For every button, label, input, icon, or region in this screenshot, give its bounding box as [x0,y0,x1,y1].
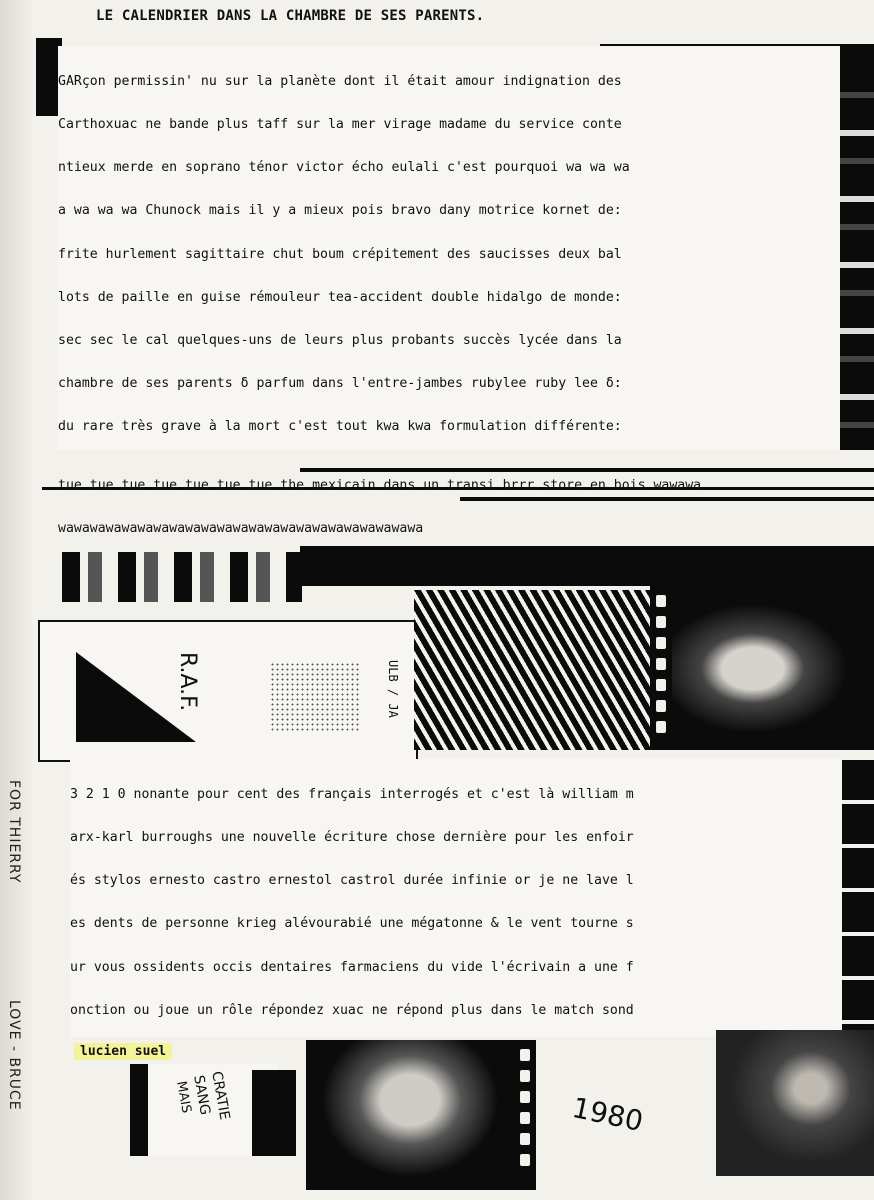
tree-photo [414,590,650,750]
face-photo-top [672,586,874,736]
ink-strip-right [836,70,874,450]
ink-right-edge [842,760,874,1030]
margin-note-bottom: LOVE - BRUCE [6,1000,22,1111]
margin-note-top: FOR THIERRY [6,780,22,884]
text-line: tue tue tue tue tue tue tue the mexicain dans un transi brrr store en bois wawawa [58,477,702,493]
film-strip-bottom [514,1040,536,1190]
word-cratie: CRATIE [208,1070,233,1121]
text-line: ntieux merde en soprano ténor victor écho eulali c'est pourquoi wa wa wa [58,160,630,176]
dancer-photo [716,1030,874,1176]
year-label: 1980 [569,1090,646,1139]
text-line: sec sec le cal quelques-uns de leurs plus probants succès lycée dans la [58,333,622,349]
text-line: lots de paille en guise rémouleur tea-accident double hidalgo de monde: [58,289,622,305]
text-line: chambre de ses parents δ parfum dans l'entre-jambes rubylee ruby lee δ: [58,376,622,392]
page-title: LE CALENDRIER DANS LA CHAMBRE DE SES PARENTS. [96,8,485,24]
top-text-continued [58,450,870,550]
text-line: Carthoxuac ne bande plus taff sur la mer virage madame du service conte [58,117,622,133]
word-mais: MAIS [173,1080,194,1115]
author-signature: lucien suel [74,1043,172,1060]
text-line: wawawawawawawawawawawawawawawawawawawawawawawa [58,521,424,537]
text-line: arx-karl burroughs une nouvelle écriture chose dernière pour les enfoir [70,830,634,846]
text-line: és stylos ernesto castro ernestol castrol durée infinie or je ne lave l [70,873,634,889]
ulb-label: ULB / JA [386,660,400,718]
word-sang: SANG [190,1074,213,1117]
ink-bottom-block [252,1070,296,1156]
text-line: a wa wa wa Chunock mais il y a mieux pois bravo dany motrice kornet de: [58,203,622,219]
text-line: ur vous ossidents occis dentaires farmaciens du vide l'écrivain a une f [70,959,634,975]
text-line: du rare très grave à la mort c'est tout kwa kwa formulation différente: [58,419,622,435]
ink-middle-bar [300,546,874,586]
text-line: frite hurlement sagittaire chut boum crépitement des saucisses deux bal [58,246,622,262]
bottom-text-block [70,759,842,1037]
text-line: es dents de personne krieg alévourabié une mégatonne & le vent tourne s [70,916,634,932]
text-line: 3 2 1 0 nonante pour cent des français interrogés et c'est là william m [70,786,634,802]
poster-collage [38,620,418,762]
text-line: onction ou joue un rôle répondez xuac ne répond plus dans le match sond [70,1002,634,1018]
cartoon-strip [62,552,302,602]
face-photo-bottom [306,1040,514,1190]
top-text-block [58,46,840,450]
ink-mid-band [650,736,874,750]
text-line: GARçon permissin' nu sur la planète dont il était amour indignation des [58,73,622,89]
film-strip-left [650,586,672,746]
raf-label: R.A.F. [175,652,200,712]
